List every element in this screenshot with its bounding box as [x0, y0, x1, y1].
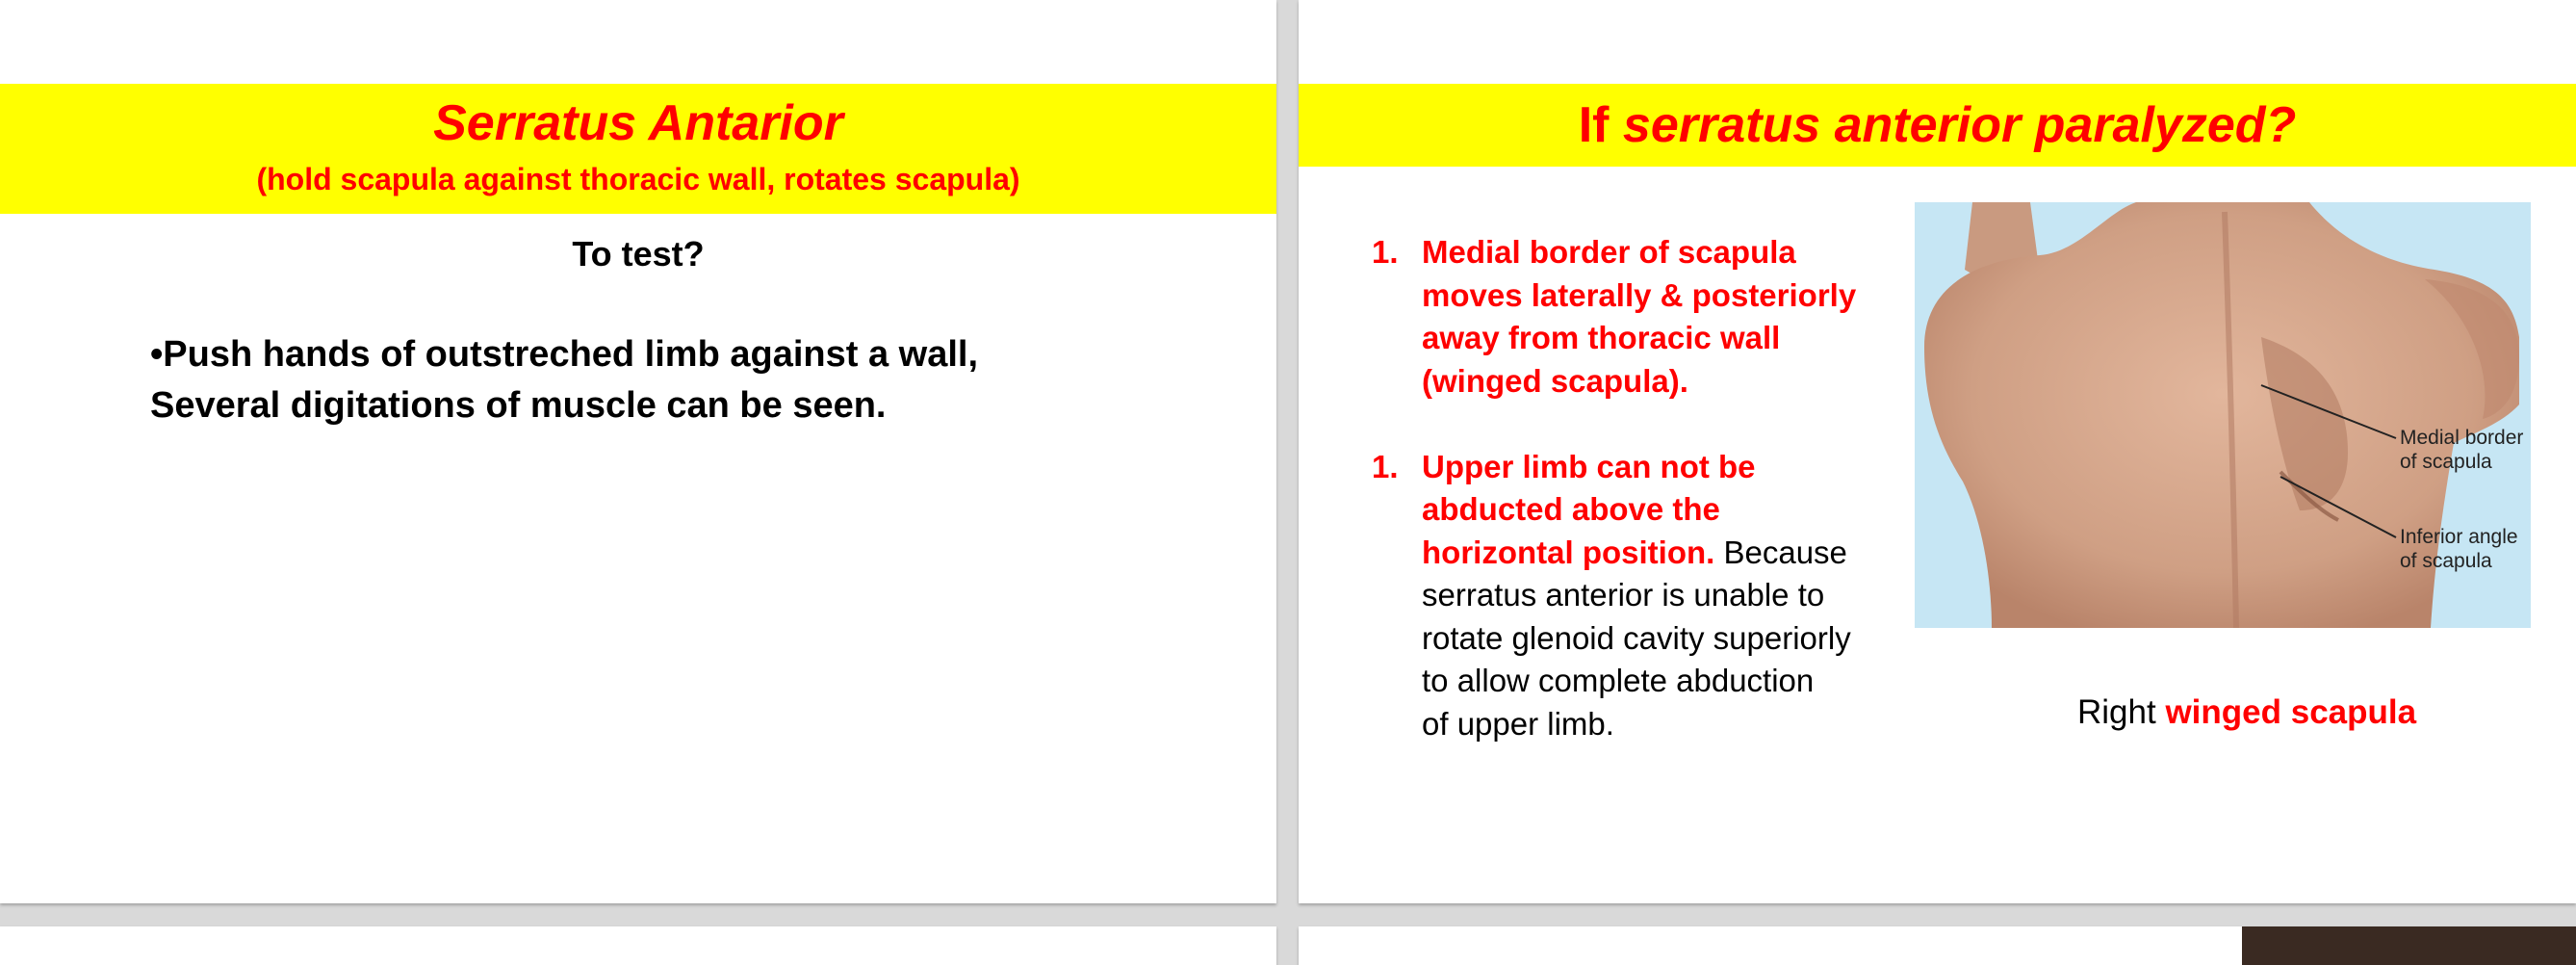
test-bullet [150, 329, 1209, 431]
list-number: 1. [1372, 234, 1399, 270]
slide-next-right[interactable] [1299, 926, 2576, 965]
item-line: of upper limb. [1422, 705, 1614, 742]
item-line [1422, 532, 1847, 575]
effects-list [1372, 231, 1857, 745]
item-line: moves laterally & posteriorly [1422, 276, 1857, 313]
list-item [1372, 231, 1857, 403]
bullet-line: Several digitations of muscle can be seen. [150, 385, 887, 426]
test-question: To test? [572, 234, 705, 274]
title-plain: If [1578, 97, 1610, 153]
item-line: serratus anterior is unable to [1422, 577, 1825, 613]
bullet-line: •Push hands of outstreched limb against a wall, [150, 334, 979, 375]
callout-medial-border [2400, 426, 2523, 474]
winged-scapula-photo [1915, 202, 2531, 628]
list-number: 1. [1372, 448, 1399, 484]
caption-red: winged scapula [2165, 693, 2417, 731]
callout-line: Inferior angle [2400, 526, 2518, 548]
slide-serratus-test[interactable] [0, 0, 1276, 903]
item-line: abducted above the [1422, 491, 1720, 527]
item-line: Medial border of scapula [1422, 234, 1796, 270]
item-line: (winged scapula). [1422, 362, 1688, 399]
item-line: away from thoracic wall [1422, 320, 1781, 355]
callout-line: Medial border [2400, 427, 2524, 449]
item-line: to allow complete abduction [1422, 663, 1815, 698]
list-item [1372, 446, 1851, 746]
title-italic: serratus anterior paralyzed? [1622, 97, 2297, 153]
photo-caption [2077, 691, 2416, 734]
slide-title [1299, 96, 2576, 154]
list-gap [1372, 403, 1824, 446]
item-line-red: horizontal position. [1422, 534, 1715, 570]
slide-serratus-paralysis[interactable] [1299, 0, 2576, 903]
item-line-black: Because [1723, 534, 1847, 570]
slide-title: Serratus Antarior [433, 95, 843, 151]
callout-inferior-angle [2400, 525, 2518, 573]
slide-subtitle: (hold scapula against thoracic wall, rotates scapula) [256, 162, 1020, 196]
slide-next-left[interactable] [0, 926, 1276, 965]
slide-thumbnail-image [2242, 926, 2576, 965]
callout-line: of scapula [2400, 550, 2492, 572]
caption-plain: Right [2077, 693, 2156, 731]
item-line: Upper limb can not be [1422, 448, 1756, 484]
callout-line: of scapula [2400, 451, 2492, 473]
item-line: rotate glenoid cavity superiorly [1422, 619, 1851, 656]
